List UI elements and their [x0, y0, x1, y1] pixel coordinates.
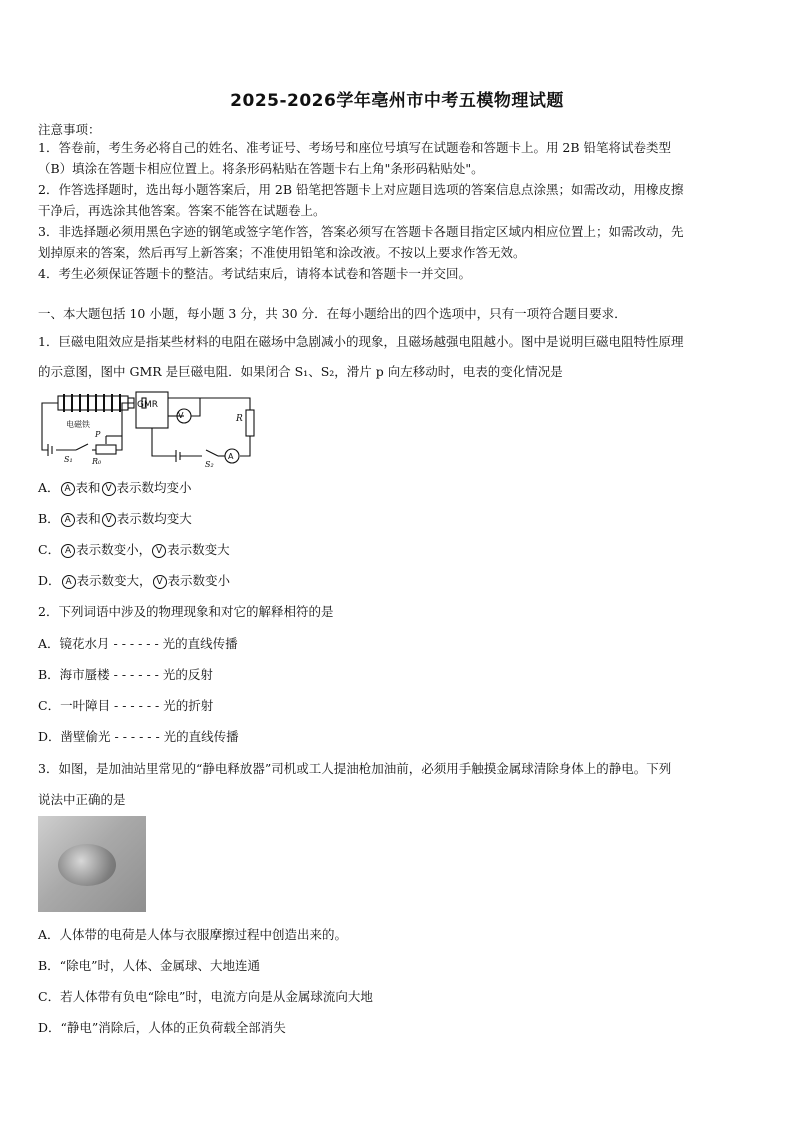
- q3-option-a: A．人体带的电荷是人体与衣服摩擦过程中创造出来的。: [38, 927, 348, 942]
- q1-option-a: A． A 表和 V 表示数均变小: [38, 480, 192, 495]
- q3-option-d: D．“静电”消除后，人体的正负荷载全部消失: [38, 1020, 286, 1035]
- slider-p-label: P: [95, 430, 101, 439]
- notice-line: 4．考生必须保证答题卡的整洁。考试结束后，请将本试卷和答题卡一并交回。: [38, 266, 471, 281]
- notice-line: （B）填涂在答题卡相应位置上。将条形码粘贴在答题卡右上角"条形码粘贴处"。: [38, 161, 484, 176]
- electromagnet-label: 电磁铁: [66, 420, 90, 429]
- notice-line: 1．答卷前，考生务必将自己的姓名、准考证号、考场号和座位号填写在试题卷和答题卡上。用 2B 铅笔将试卷类型: [38, 140, 672, 155]
- page-title: 2025-2026学年亳州市中考五模物理试题: [230, 91, 564, 111]
- voltmeter-icon: V: [102, 513, 116, 527]
- notice-line: 划掉原来的答案，然后再写上新答案；不准使用铅笔和涂改液。不按以上要求作答无效。: [38, 245, 526, 260]
- q2-option-a: A．镜花水月 - - - - - - 光的直线传播: [38, 636, 238, 651]
- q1-option-d: D． A 表示数变大， V 表示数变小: [38, 573, 231, 588]
- voltmeter-icon: V: [153, 575, 167, 589]
- q2-option-b: B．海市蜃楼 - - - - - - 光的反射: [38, 667, 213, 682]
- voltmeter-symbol: V: [178, 411, 184, 420]
- q1-option-b: B． A 表和 V 表示数均变大: [38, 511, 192, 526]
- ammeter-icon: A: [61, 513, 75, 527]
- section-heading: 一、本大题包括 10 小题，每小题 3 分，共 30 分．在每小题给出的四个选项中，只有一项符合题目要求．: [38, 306, 627, 321]
- notice-line: 干净后，再选涂其他答案。答案不能答在试题卷上。: [38, 203, 326, 218]
- q2-option-d: D．凿壁偷光 - - - - - - 光的直线传播: [38, 729, 239, 744]
- ammeter-symbol: A: [228, 452, 234, 461]
- q1-option-c: C． A 表示数变小， V 表示数变大: [38, 542, 230, 557]
- notice-line: 3．非选择题必须用黑色字迹的钢笔或签字笔作答，答案必须写在答题卡各题目指定区域内相应位置上；如需改动，先: [38, 224, 684, 239]
- ammeter-icon: A: [61, 482, 75, 496]
- voltmeter-icon: V: [102, 482, 116, 496]
- switch-s1-label: S₁: [64, 455, 73, 464]
- q3-stem: 3．如图，是加油站里常见的“静电释放器”司机或工人提油枪加油前，必须用手触摸金属球清除身体上的静电。下列: [38, 761, 672, 776]
- ammeter-icon: A: [62, 575, 76, 589]
- q3-option-c: C．若人体带有负电“除电”时，电流方向是从金属球流向大地: [38, 989, 373, 1004]
- resistor-r-label: R: [236, 414, 243, 424]
- resistor-r0-label: R₀: [92, 457, 102, 466]
- q2-option-c: C．一叶障目 - - - - - - 光的折射: [38, 698, 214, 713]
- notice-heading: 注意事项：: [38, 122, 101, 137]
- q3-option-b: B．“除电”时，人体、金属球、大地连通: [38, 958, 260, 973]
- q1-stem: 1．巨磁电阻效应是指某些材料的电阻在磁场中急剧减小的现象，且磁场越强电阻越小。图中是说明巨磁电阻特性原理: [38, 334, 684, 349]
- q3-stem: 说法中正确的是: [38, 792, 126, 807]
- switch-s2-label: S₂: [205, 460, 214, 469]
- static-discharger-photo: [38, 816, 146, 912]
- voltmeter-icon: V: [152, 544, 166, 558]
- metal-ball-image: [58, 844, 116, 886]
- gmr-label: GMR: [137, 400, 158, 410]
- q1-stem: 的示意图，图中 GMR 是巨磁电阻．如果闭合 S₁、S₂，滑片 p 向左移动时，电表的变化情况是: [38, 364, 563, 379]
- notice-line: 2．作答选择题时，选出每小题答案后，用 2B 铅笔把答题卡上对应题目选项的答案信息点涂黑；如需改动，用橡皮擦: [38, 182, 684, 197]
- q2-stem: 2．下列词语中涉及的物理现象和对它的解释相符的是: [38, 604, 334, 619]
- ammeter-icon: A: [61, 544, 75, 558]
